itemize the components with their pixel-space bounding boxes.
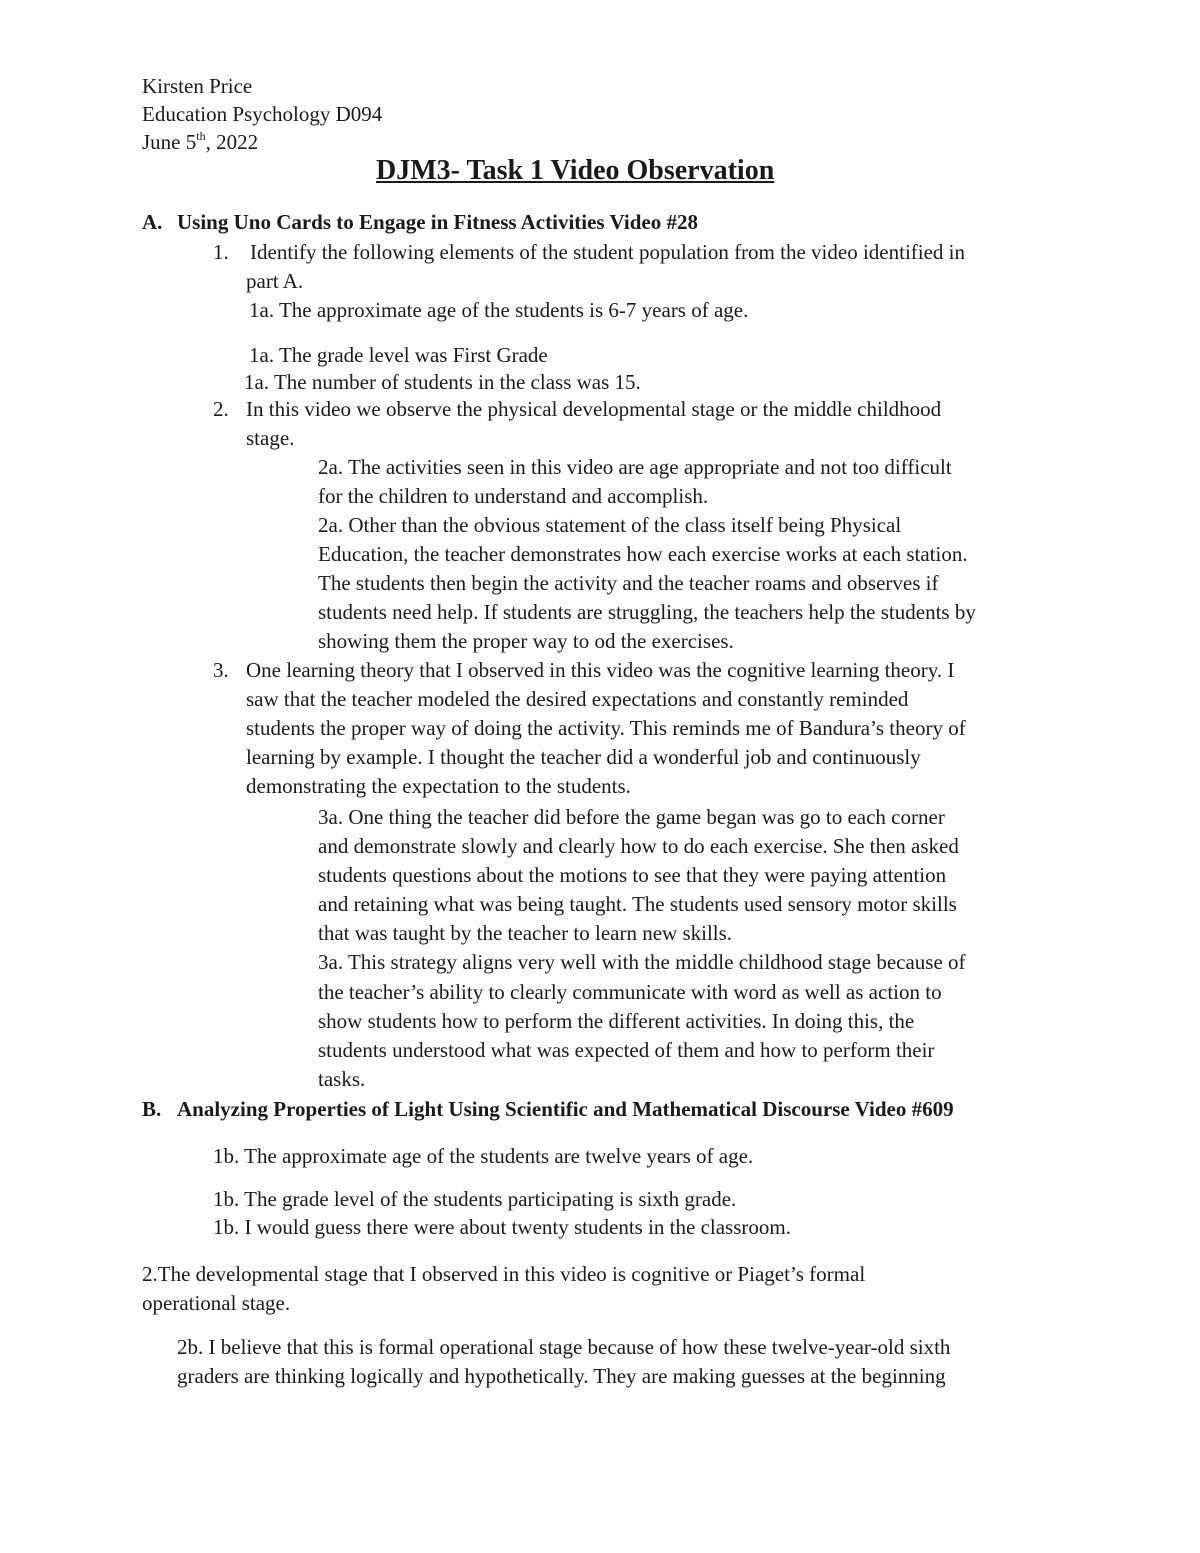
paragraph-line: 3a. One thing the teacher did before the game began was go to each corner xyxy=(318,805,945,829)
document-date xyxy=(142,128,258,156)
paragraph-line: 1a. The grade level was First Grade xyxy=(249,343,548,367)
paragraph-line: that was taught by the teacher to learn new skills. xyxy=(318,921,733,945)
date-superscript: th xyxy=(196,129,206,143)
document-title: DJM3- Task 1 Video Observation xyxy=(376,155,775,186)
item-number: 2. xyxy=(213,397,229,421)
paragraph-line: tasks. xyxy=(318,1067,366,1091)
paragraph-line: showing them the proper way to od the exercises. xyxy=(318,629,734,653)
paragraph-line: 1b. I would guess there were about twenty students in the classroom. xyxy=(213,1215,791,1239)
paragraph-line: graders are thinking logically and hypothetically. They are making guesses at the beginning xyxy=(177,1364,946,1388)
section-b-marker: B. xyxy=(142,1097,162,1121)
author-name: Kirsten Price xyxy=(142,74,253,98)
paragraph-line: and demonstrate slowly and clearly how to do each exercise. She then asked xyxy=(318,834,959,858)
item-number: 3. xyxy=(213,658,229,682)
paragraph-line: the teacher’s ability to clearly communicate with word as well as action to xyxy=(318,980,942,1004)
paragraph-line: saw that the teacher modeled the desired expectations and constantly reminded xyxy=(246,687,909,711)
paragraph-line: students understood what was expected of them and how to perform their xyxy=(318,1038,935,1062)
section-a-heading: Using Uno Cards to Engage in Fitness Activities Video #28 xyxy=(177,210,698,234)
paragraph-line: 1b. The grade level of the students participating is sixth grade. xyxy=(213,1187,737,1211)
paragraph-line: students need help. If students are struggling, the teachers help the students by xyxy=(318,600,976,624)
item-number: 1. xyxy=(213,240,229,264)
paragraph-line: learning by example. I thought the teacher did a wonderful job and continuously xyxy=(246,745,921,769)
paragraph-line: In this video we observe the physical developmental stage or the middle childhood xyxy=(246,397,942,421)
paragraph-line: Identify the following elements of the student population from the video identified in xyxy=(250,240,966,264)
paragraph-line: One learning theory that I observed in this video was the cognitive learning theory. I xyxy=(246,658,955,682)
paragraph-line: for the children to understand and accomplish. xyxy=(318,484,709,508)
paragraph-line: 2.The developmental stage that I observed in this video is cognitive or Piaget’s formal xyxy=(142,1262,866,1286)
paragraph-line: and retaining what was being taught. The students used sensory motor skills xyxy=(318,892,957,916)
paragraph-line: 3a. This strategy aligns very well with the middle childhood stage because of xyxy=(318,950,966,974)
paragraph-line: students the proper way of doing the activity. This reminds me of Bandura’s theory of xyxy=(246,716,966,740)
paragraph-line: part A. xyxy=(246,269,304,293)
paragraph-line: The students then begin the activity and the teacher roams and observes if xyxy=(318,571,939,595)
paragraph-line: 1a. The number of students in the class was 15. xyxy=(244,370,641,394)
date-prefix: June 5 xyxy=(142,130,197,154)
paragraph-line: Education, the teacher demonstrates how each exercise works at each station. xyxy=(318,542,968,566)
paragraph-line: 1a. The approximate age of the students is 6-7 years of age. xyxy=(249,298,749,322)
paragraph-line: students questions about the motions to see that they were paying attention xyxy=(318,863,947,887)
paragraph-line: 2b. I believe that this is formal operational stage because of how these twelve-year-old sixth xyxy=(177,1335,951,1359)
section-b-heading: Analyzing Properties of Light Using Scientific and Mathematical Discourse Video #609 xyxy=(177,1097,954,1121)
paragraph-line: operational stage. xyxy=(142,1291,291,1315)
section-a-marker: A. xyxy=(142,210,163,234)
course-name: Education Psychology D094 xyxy=(142,102,383,126)
paragraph-line: stage. xyxy=(246,426,295,450)
paragraph-line: 1b. The approximate age of the students are twelve years of age. xyxy=(213,1144,754,1168)
paragraph-line: show students how to perform the different activities. In doing this, the xyxy=(318,1009,915,1033)
paragraph-line: 2a. Other than the obvious statement of the class itself being Physical xyxy=(318,513,902,537)
paragraph-line: demonstrating the expectation to the students. xyxy=(246,774,631,798)
date-suffix: , 2022 xyxy=(205,130,259,154)
paragraph-line: 2a. The activities seen in this video are age appropriate and not too difficult xyxy=(318,455,952,479)
